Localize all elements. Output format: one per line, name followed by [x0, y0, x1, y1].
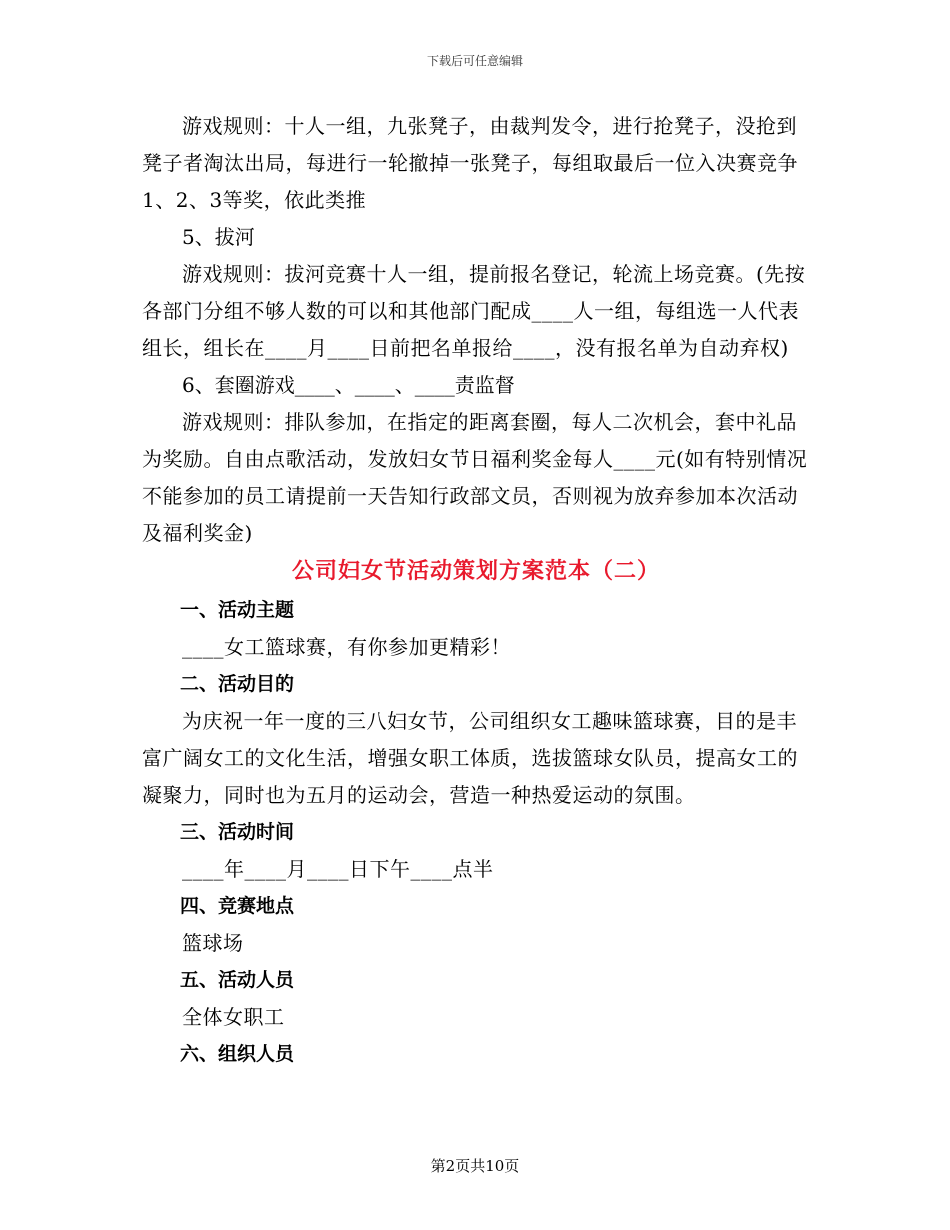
heading-venue: 四、竞赛地点: [180, 895, 295, 917]
paragraph-participants: 全体女职工: [182, 1005, 285, 1029]
paragraph-rule-tug-of-war: 游戏规则：拔河竞赛十人一组，提前报名登记，轮流上场竞赛。(先按各部门分组不够人数的可以和其他部门配成____人一组，每组选一人代表组长，组长在____月____日前把名单报给____，没有报名单为自动弃权): [142, 262, 806, 360]
paragraph-rule-ring-toss: 游戏规则：排队参加，在指定的距离套圈，每人二次机会，套中礼品为奖励。自由点歌活动，发放妇女节日福利奖金每人____元(如有特别情况不能参加的员工请提前一天告知行政部文员，否则视为放弃参加本次活动及福利奖金): [142, 410, 808, 545]
paragraph-time: ____年____月____日下午____点半: [182, 857, 494, 881]
document-body: [142, 108, 810, 1073]
heading-ring-toss: 6、套圈游戏____、____、____责监督: [182, 373, 515, 397]
heading-organizers: 六、组织人员: [180, 1043, 295, 1065]
heading-participants: 五、活动人员: [180, 969, 295, 991]
paragraph-venue: 篮球场: [182, 931, 244, 955]
paragraph-theme: ____女工篮球赛，有你参加更精彩！: [182, 635, 511, 659]
paragraph-rule-chairs: 游戏规则：十人一组，九张凳子，由裁判发令，进行抢凳子，没抢到凳子者淘汰出局，每进行一轮撤掉一张凳子，每组取最后一位入决赛竞争1、2、3等奖，依此类推: [142, 114, 798, 212]
page-footer: 第2页共10页: [430, 1157, 520, 1175]
heading-time: 三、活动时间: [180, 821, 295, 843]
heading-tug-of-war: 5、拔河: [182, 225, 255, 249]
heading-theme: 一、活动主题: [180, 599, 295, 621]
paragraph-purpose: 为庆祝一年一度的三八妇女节，公司组织女工趣味篮球赛，目的是丰富广阔女工的文化生活，增强女职工体质，选拔篮球女队员，提高女工的凝聚力，同时也为五月的运动会，营造一种热爱运动的氛围。: [142, 709, 798, 807]
section-title: 公司妇女节活动策划方案范本（二）: [291, 559, 660, 584]
page-header: 下载后可任意编辑: [426, 54, 523, 68]
heading-purpose: 二、活动目的: [180, 673, 295, 695]
